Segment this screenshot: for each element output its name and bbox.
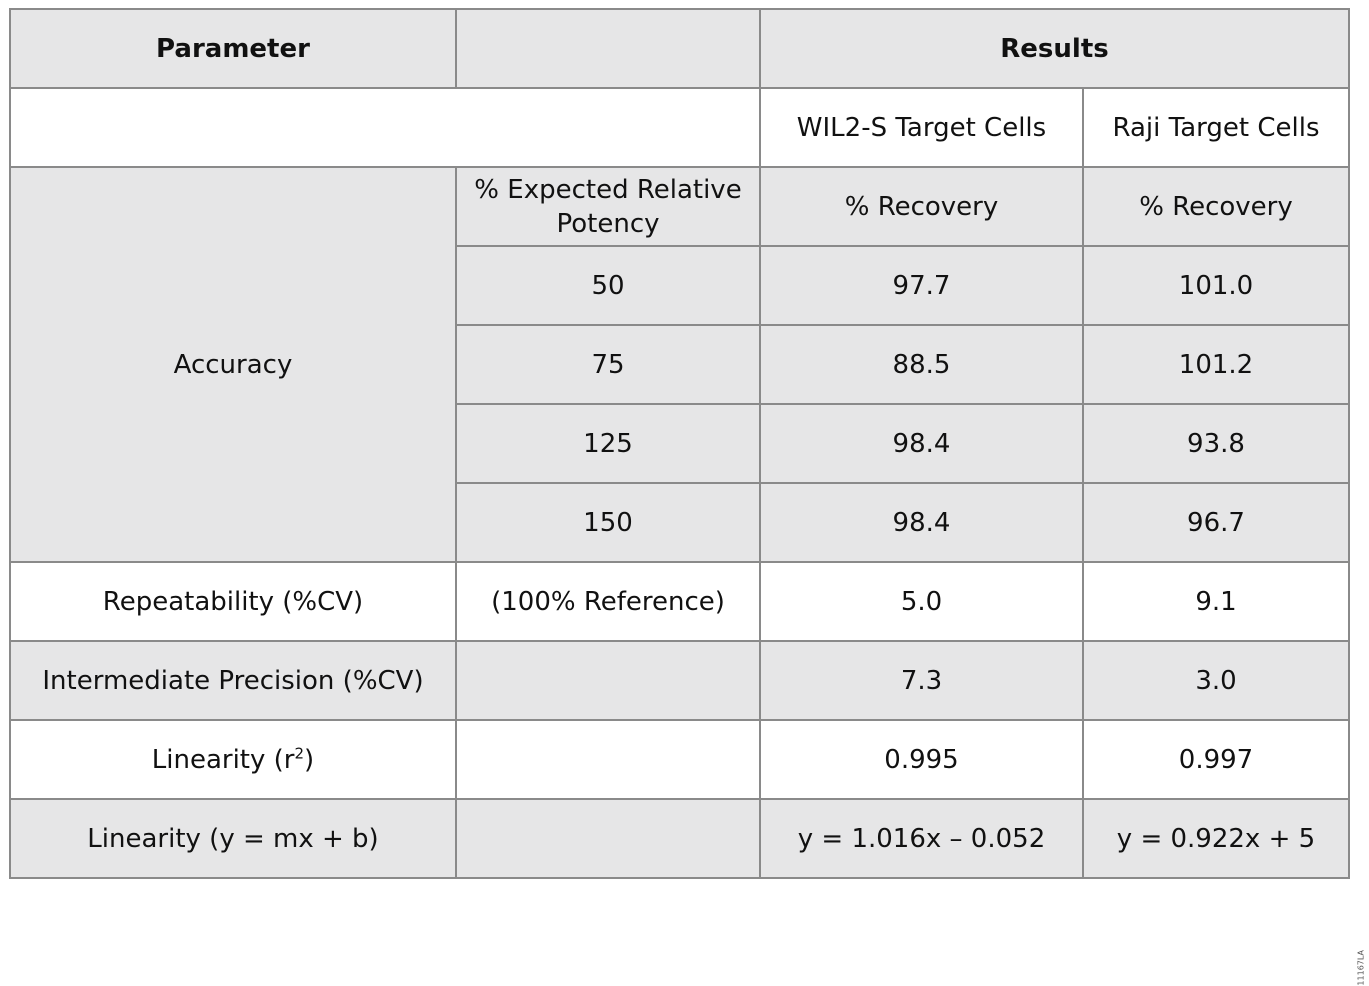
accuracy-expected: 125 <box>456 404 760 483</box>
accuracy-wil2s: 98.4 <box>760 483 1083 562</box>
accuracy-expected-label: % Expected Relative Potency <box>456 167 760 246</box>
header-results: Results <box>760 9 1349 88</box>
header-blank <box>456 9 760 88</box>
accuracy-expected: 75 <box>456 325 760 404</box>
accuracy-raji: 93.8 <box>1083 404 1349 483</box>
accuracy-wil2s: 97.7 <box>760 246 1083 325</box>
linearity-r2-label <box>10 720 456 799</box>
repeatability-label: Repeatability (%CV) <box>10 562 456 641</box>
linearity-eq-condition <box>456 799 760 878</box>
linearity-r2-label-text: Linearity (r <box>151 744 295 775</box>
linearity-r2-wil2s: 0.995 <box>760 720 1083 799</box>
accuracy-raji: 101.2 <box>1083 325 1349 404</box>
accuracy-wil2s-label: % Recovery <box>760 167 1083 246</box>
repeatability-condition: (100% Reference) <box>456 562 760 641</box>
subheader-wil2s: WIL2-S Target Cells <box>760 88 1083 167</box>
accuracy-expected: 150 <box>456 483 760 562</box>
linearity-eq-label: Linearity (y = mx + b) <box>10 799 456 878</box>
linearity-r2-superscript: 2 <box>294 743 305 762</box>
linearity-equation-row <box>10 799 1349 878</box>
results-table <box>9 8 1350 879</box>
subheader-blank <box>10 88 760 167</box>
linearity-r2-row <box>10 720 1349 799</box>
subheader-raji: Raji Target Cells <box>1083 88 1349 167</box>
intermediate-label: Intermediate Precision (%CV) <box>10 641 456 720</box>
accuracy-raji: 101.0 <box>1083 246 1349 325</box>
accuracy-wil2s: 98.4 <box>760 404 1083 483</box>
linearity-r2-raji: 0.997 <box>1083 720 1349 799</box>
subheader-row <box>10 88 1349 167</box>
linearity-r2-condition <box>456 720 760 799</box>
accuracy-wil2s: 88.5 <box>760 325 1083 404</box>
accuracy-label-row <box>10 167 1349 246</box>
figure-code: 11167LA <box>1357 950 1366 986</box>
intermediate-raji: 3.0 <box>1083 641 1349 720</box>
repeatability-raji: 9.1 <box>1083 562 1349 641</box>
header-row <box>10 9 1349 88</box>
linearity-eq-raji: y = 0.922x + 5 <box>1083 799 1349 878</box>
header-parameter: Parameter <box>10 9 456 88</box>
repeatability-row <box>10 562 1349 641</box>
intermediate-wil2s: 7.3 <box>760 641 1083 720</box>
accuracy-label: Accuracy <box>10 167 456 562</box>
intermediate-precision-row <box>10 641 1349 720</box>
accuracy-expected: 50 <box>456 246 760 325</box>
accuracy-raji: 96.7 <box>1083 483 1349 562</box>
linearity-eq-wil2s: y = 1.016x – 0.052 <box>760 799 1083 878</box>
intermediate-condition <box>456 641 760 720</box>
accuracy-raji-label: % Recovery <box>1083 167 1349 246</box>
repeatability-wil2s: 5.0 <box>760 562 1083 641</box>
linearity-r2-label-end: ) <box>304 744 315 775</box>
